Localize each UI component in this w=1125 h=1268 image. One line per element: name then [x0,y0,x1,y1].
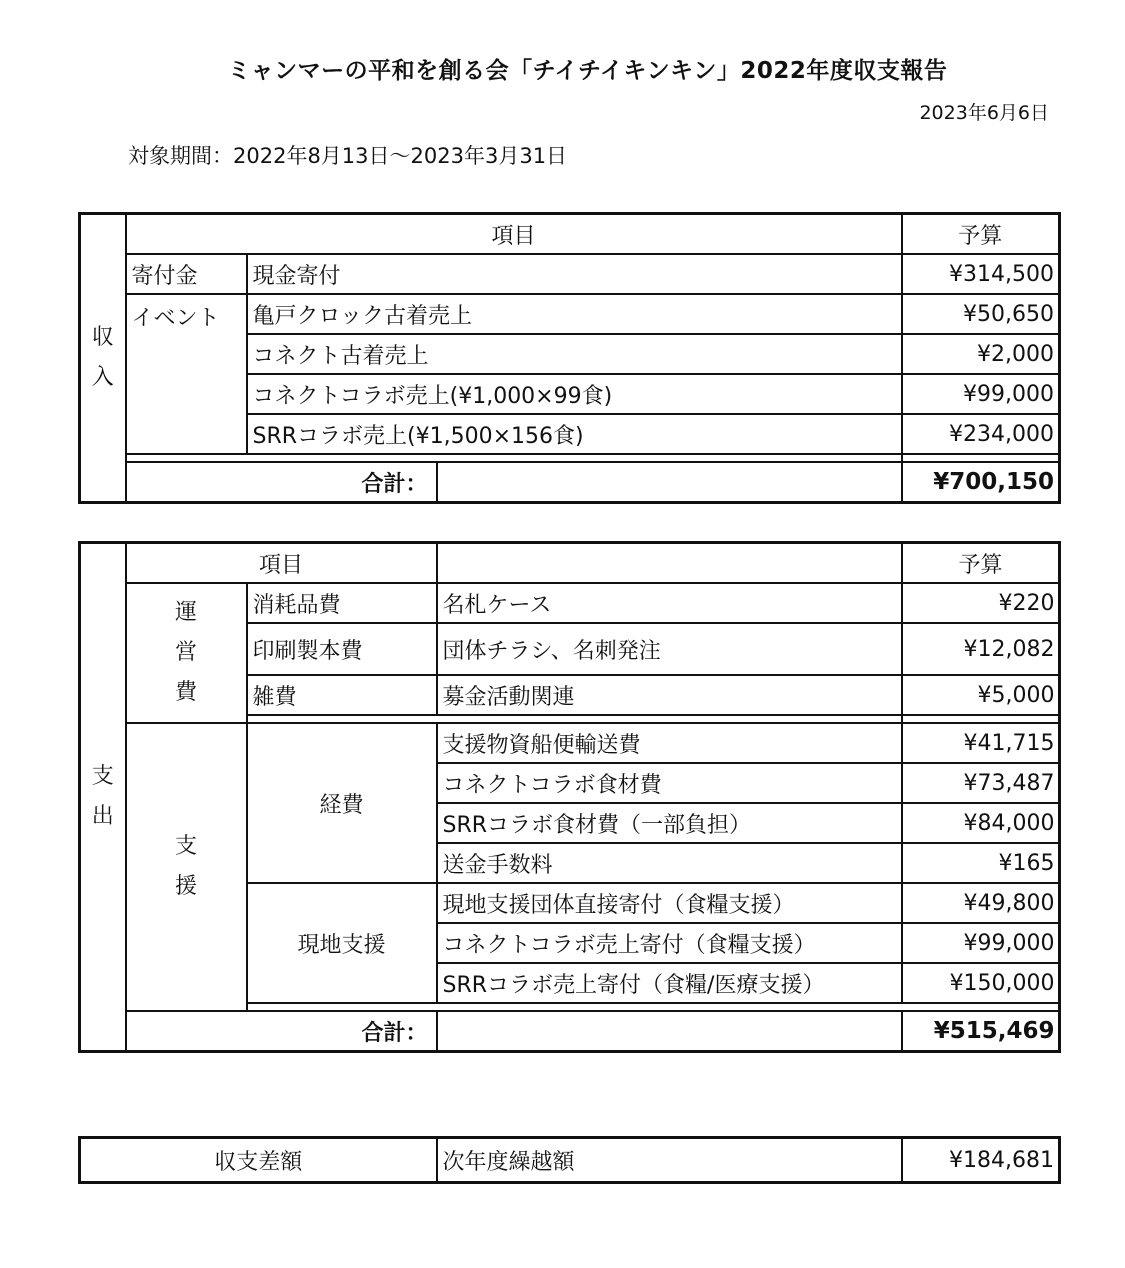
report-date: 2023年6月6日 [919,102,1049,124]
expense-col-item: 項目 [126,543,437,584]
expense-table [78,541,1061,1053]
expense-item: SRRコラボ売上寄付（食糧/医療支援） [437,963,902,1003]
expense-total-amount: ¥515,469 [902,1011,1060,1052]
income-item: コネクトコラボ売上(¥1,000×99食) [247,374,902,414]
expense-amount: ¥220 [902,583,1060,623]
separator [902,715,1060,723]
income-amount: ¥234,000 [902,414,1060,454]
operating-char-2: 営 [174,640,197,665]
expense-side-label [80,543,126,1052]
expense-amount: ¥5,000 [902,675,1060,715]
expense-category: 印刷製本費 [247,623,437,675]
income-item: 現金寄付 [247,254,902,294]
separator [902,454,1060,462]
expense-amount: ¥99,000 [902,923,1060,963]
support-char-2: 援 [174,874,197,899]
expense-item: 送金手数料 [437,843,902,883]
support-expenses-label: 経費 [247,723,437,883]
support-label [126,723,247,1011]
separator [247,1003,1060,1011]
expense-item: SRRコラボ食材費（一部負担） [437,803,902,843]
income-amount: ¥314,500 [902,254,1060,294]
expense-amount: ¥73,487 [902,763,1060,803]
income-side-char-2: 入 [91,365,114,390]
expense-total-row [80,1011,1060,1052]
income-total-row [80,462,1060,503]
expense-col-detail [437,543,902,584]
balance-table [78,1136,1061,1184]
income-item: 亀戸クロック古着売上 [247,294,902,334]
report-period: 対象期間：2022年8月13日〜2023年3月31日 [128,144,568,168]
income-col-item: 項目 [126,214,902,255]
income-amount: ¥99,000 [902,374,1060,414]
expense-side-char-1: 支 [91,764,114,789]
expense-amount: ¥49,800 [902,883,1060,923]
table-row [80,583,1060,623]
support-char-1: 支 [174,834,197,859]
income-total-label: 合計： [126,462,437,503]
expense-category: 消耗品費 [247,583,437,623]
expense-amount: ¥84,000 [902,803,1060,843]
income-category: 寄付金 [126,254,247,294]
separator [126,454,902,462]
expense-amount: ¥150,000 [902,963,1060,1003]
expense-col-budget: 予算 [902,543,1060,584]
report-title: ミャンマーの平和を創る会「チイチイキンキン」2022年度収支報告 [227,58,948,84]
expense-total-label: 合計： [126,1011,437,1052]
operating-label [126,583,247,723]
separator [247,715,902,723]
income-table [78,212,1061,504]
income-category: イベント [126,294,247,454]
operating-char-1: 運 [174,600,197,625]
expense-item: コネクトコラボ食材費 [437,763,902,803]
expense-item: コネクトコラボ売上寄付（食糧支援） [437,923,902,963]
expense-amount: ¥12,082 [902,623,1060,675]
expense-category: 雑費 [247,675,437,715]
separator-row [80,454,1060,462]
expense-item: 名札ケース [437,583,902,623]
income-item: コネクト古着売上 [247,334,902,374]
operating-char-3: 費 [174,680,197,705]
income-col-budget: 予算 [902,214,1060,255]
income-side-label [80,214,126,503]
carry-over-amount: ¥184,681 [902,1138,1060,1183]
expense-amount: ¥41,715 [902,723,1060,763]
expense-item: 現地支援団体直接寄付（食糧支援） [437,883,902,923]
balance-row [80,1138,1060,1183]
support-local-label: 現地支援 [247,883,437,1003]
income-amount: ¥2,000 [902,334,1060,374]
carry-over-label: 次年度繰越額 [437,1138,902,1183]
table-row [80,294,1060,334]
table-row [80,254,1060,294]
balance-label: 収支差額 [80,1138,437,1183]
table-row [80,723,1060,763]
income-amount: ¥50,650 [902,294,1060,334]
expense-item: 募金活動関連 [437,675,902,715]
income-item: SRRコラボ売上(¥1,500×156食) [247,414,902,454]
income-total-amount: ¥700,150 [902,462,1060,503]
expense-total-blank [437,1011,902,1052]
expense-side-char-2: 出 [91,804,114,829]
income-side-char-1: 収 [91,325,114,350]
expense-header-row [80,543,1060,584]
expense-item: 団体チラシ、名刺発注 [437,623,902,675]
expense-amount: ¥165 [902,843,1060,883]
expense-item: 支援物資船便輸送費 [437,723,902,763]
income-header-row [80,214,1060,255]
income-total-blank [437,462,902,503]
